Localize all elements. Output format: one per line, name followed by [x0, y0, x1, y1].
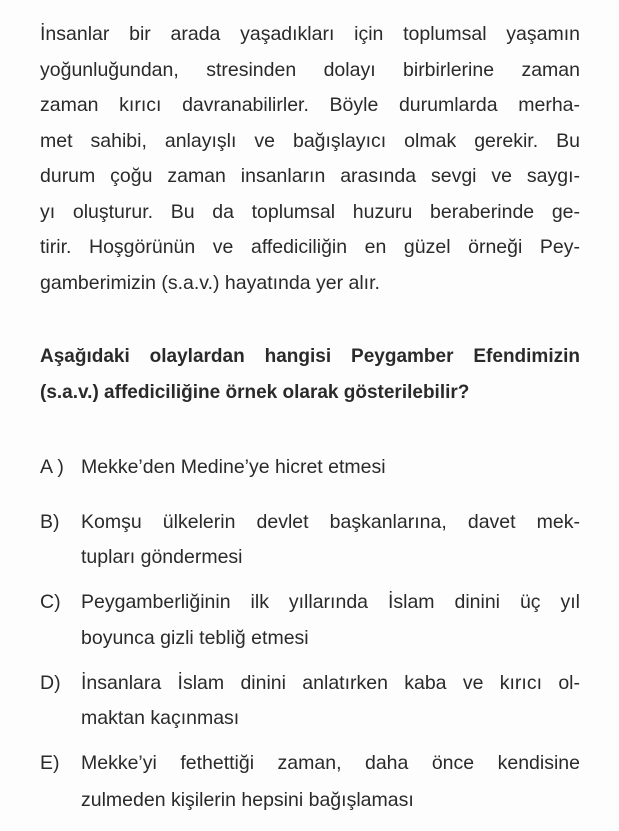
option-text: tupları göndermesi — [81, 546, 243, 568]
passage-line: met sahibi, anlayışlı ve bağışlayıcı olmak gerekir. Bu — [40, 130, 580, 152]
option-text: Komşu ülkelerin devlet başkanlarına, davet mek- — [81, 511, 580, 533]
option-text: İnsanlara İslam dinini anlatırken kaba ve kırıcı ol- — [81, 672, 580, 694]
passage-line: tirir. Hoşgörünün ve affediciliğin en güzel örneği Pey- — [40, 236, 580, 258]
option-letter: C) — [40, 591, 61, 613]
passage-line: yoğunluğundan, stresinden dolayı birbirlerine zaman — [40, 59, 580, 81]
option-text: Peygamberliğinin ilk yıllarında İslam dinini üç yıl — [81, 591, 580, 613]
passage-line: yı oluşturur. Bu da toplumsal huzuru beraberinde ge- — [40, 201, 580, 223]
option-text: maktan kaçınması — [81, 707, 240, 729]
passage-line: zaman kırıcı davranabilirler. Böyle durumlarda merha- — [40, 94, 580, 116]
option-text: Mekke’den Medine’ye hicret etmesi — [81, 456, 386, 478]
option-text: Mekke’yi fethettiği zaman, daha önce kendisine — [81, 752, 580, 774]
passage-line: İnsanlar bir arada yaşadıkları için toplumsal yaşamın — [40, 23, 580, 45]
question-line: (s.a.v.) affediciliğine örnek olarak gösterilebilir? — [40, 382, 470, 403]
option-text: boyunca gizli tebliğ etmesi — [81, 627, 309, 649]
option-letter: B) — [40, 511, 60, 533]
passage-line: gamberimizin (s.a.v.) hayatında yer alır. — [40, 272, 380, 294]
option-letter: A ) — [40, 456, 64, 478]
option-letter: E) — [40, 752, 60, 774]
option-letter: D) — [40, 672, 61, 694]
question-line: Aşağıdaki olaylardan hangisi Peygamber Efendimizin — [40, 346, 580, 367]
passage-line: durum çoğu zaman insanların arasında sevgi ve saygı- — [40, 165, 580, 187]
option-text: zulmeden kişilerin hepsini bağışlaması — [81, 789, 414, 811]
